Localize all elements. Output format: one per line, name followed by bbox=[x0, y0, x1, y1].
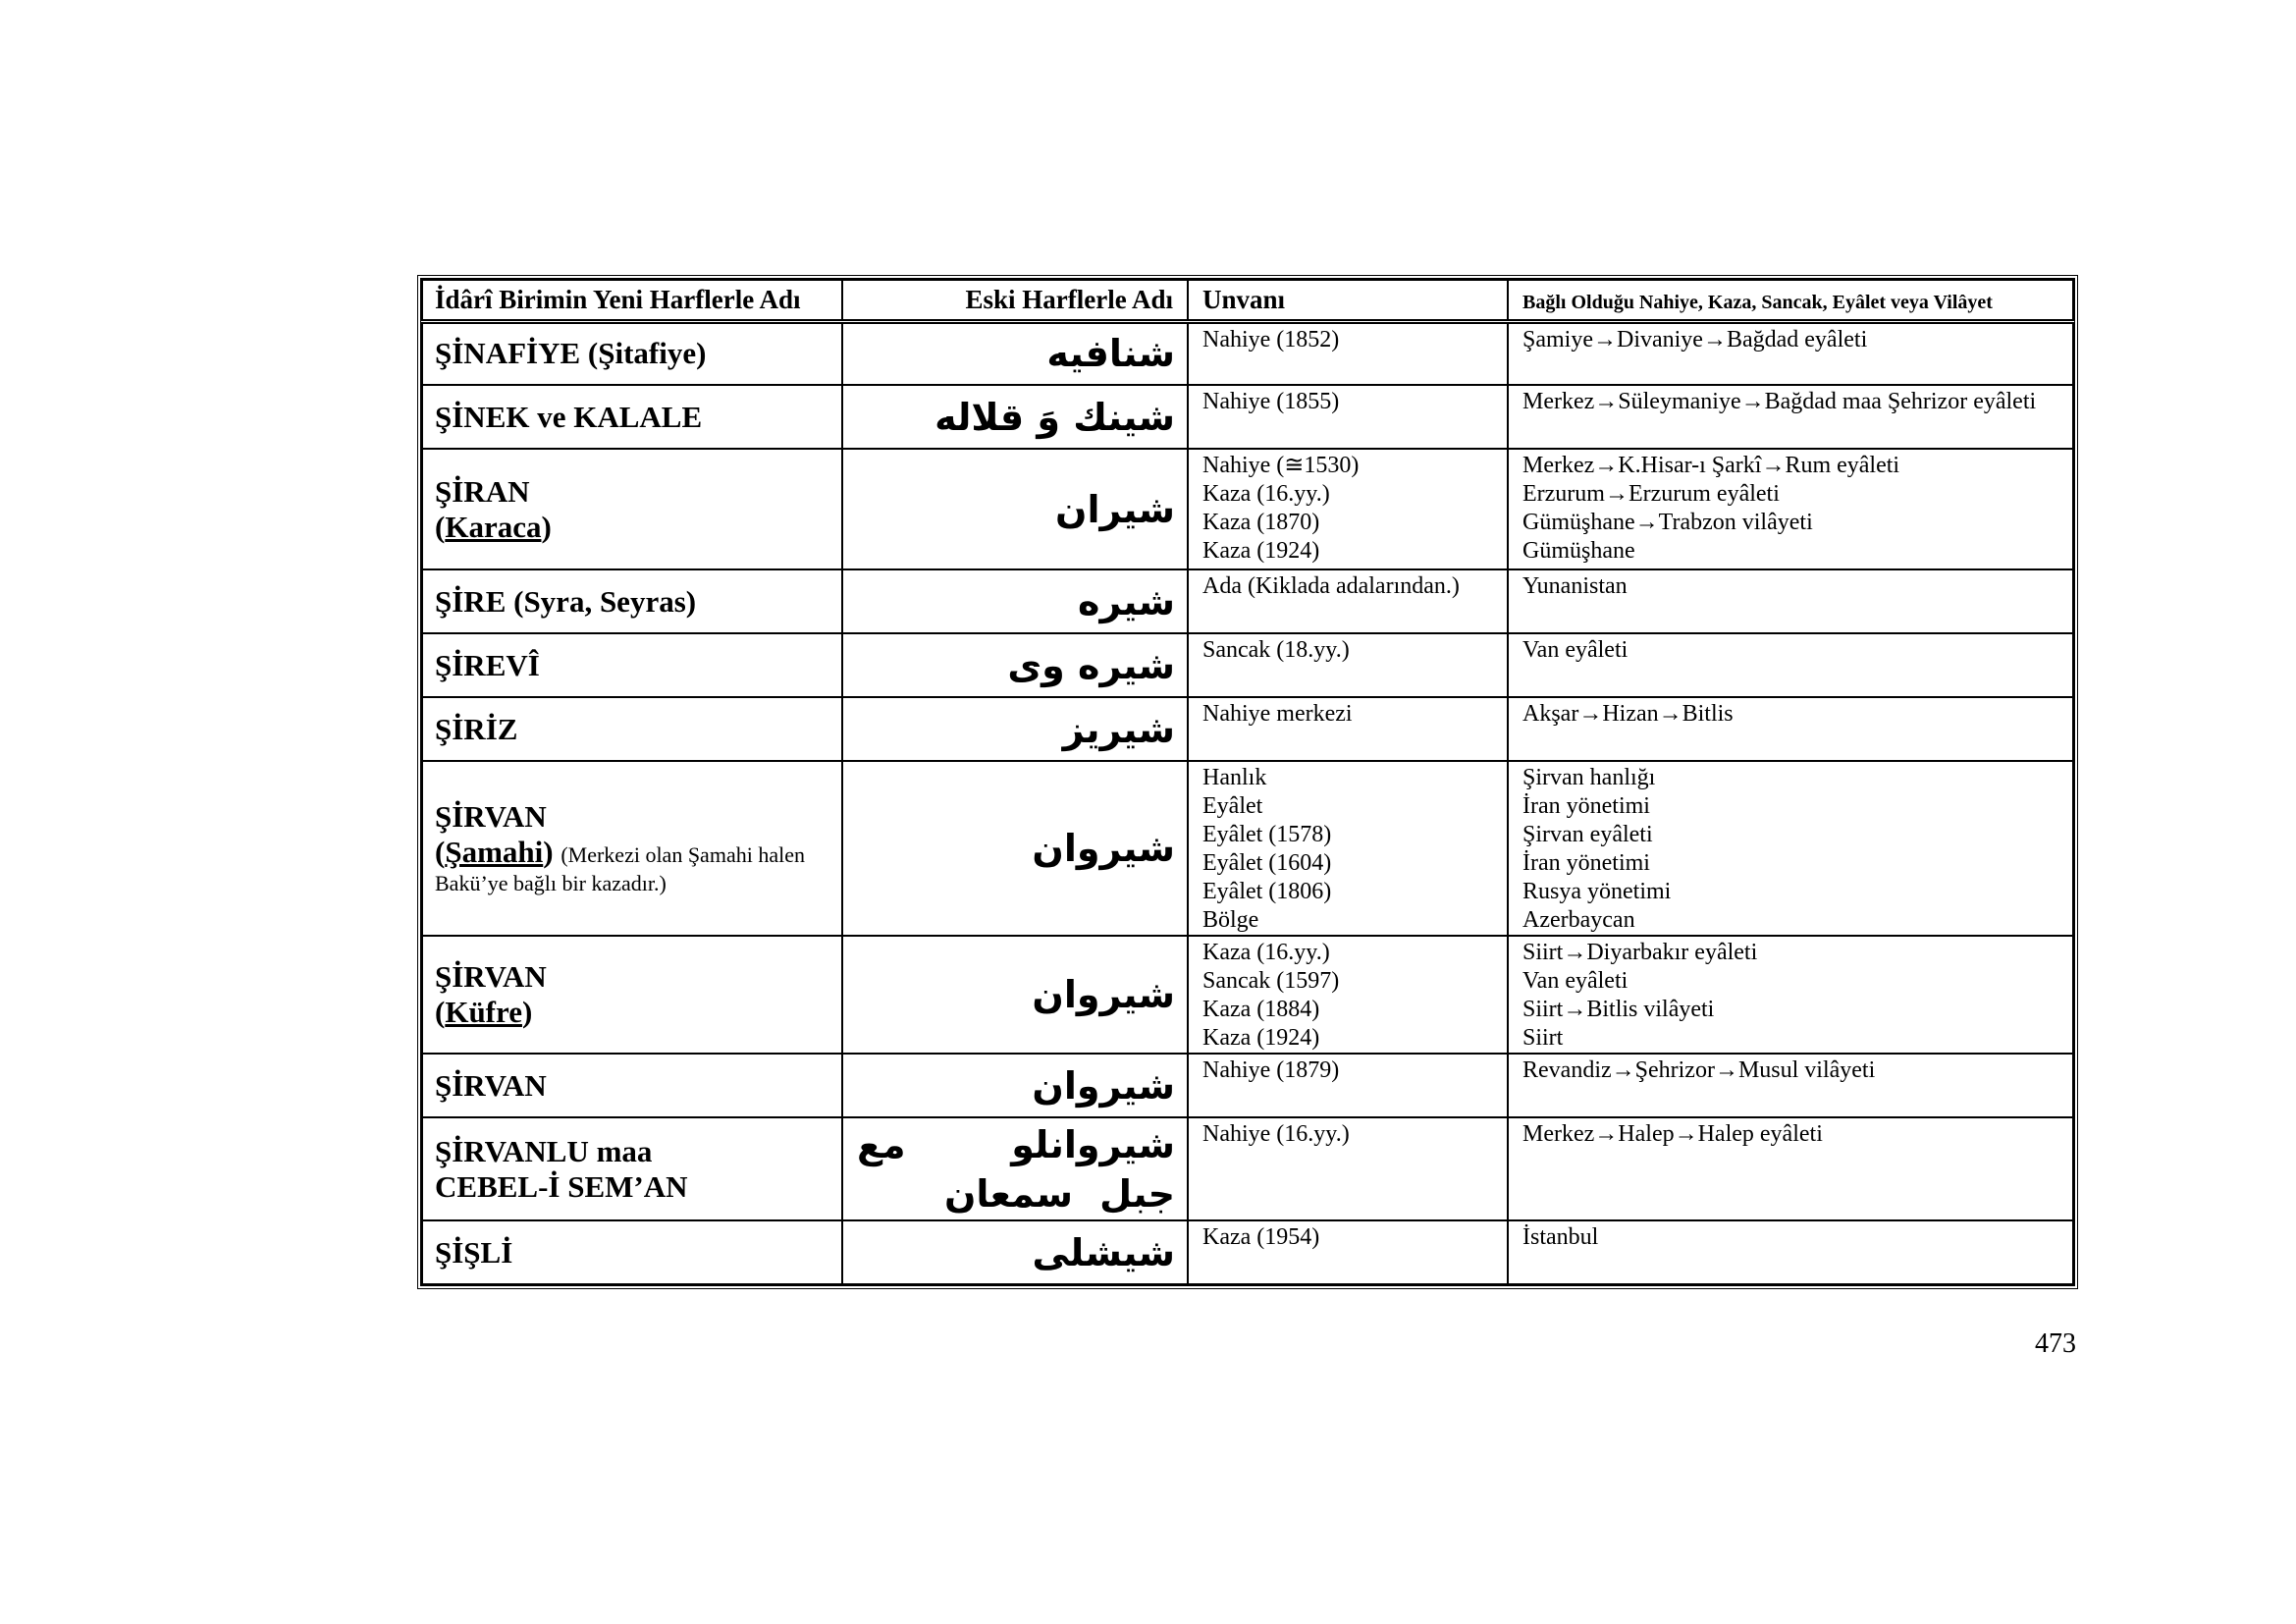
title-entry: Sancak (1597) bbox=[1202, 968, 1340, 994]
cell-title bbox=[1188, 1054, 1508, 1117]
cell-title bbox=[1188, 321, 1508, 385]
title-entry: Kaza (1954) bbox=[1202, 1224, 1320, 1250]
cell-new-name bbox=[422, 1054, 842, 1117]
cell-new-name bbox=[422, 321, 842, 385]
affiliation-entry: Şamiye→Divaniye→Bağdad eyâleti bbox=[1522, 326, 1868, 352]
title-entry: Hanlık bbox=[1202, 765, 1267, 790]
affiliation-entry: Merkez→K.Hisar-ı Şarkî→Rum eyâleti bbox=[1522, 453, 1900, 478]
cell-affiliation bbox=[1508, 1117, 2073, 1220]
cell-old-name: شيروان bbox=[842, 1054, 1188, 1117]
cell-old-name: شيشلى bbox=[842, 1220, 1188, 1284]
table-row bbox=[422, 1220, 2073, 1284]
title-entry: Nahiye (1852) bbox=[1202, 326, 1340, 352]
table-row bbox=[422, 385, 2073, 449]
affiliation-entry: Van eyâleti bbox=[1522, 637, 1629, 663]
place-name: ŞİNAFİYE (Şitafiye) bbox=[435, 336, 707, 371]
cell-affiliation bbox=[1508, 936, 2073, 1054]
place-name: ŞİRVANLU maa bbox=[435, 1133, 653, 1168]
affiliation-entry: Yunanistan bbox=[1522, 573, 1628, 599]
title-entry: Eyâlet (1604) bbox=[1202, 850, 1332, 876]
title-entry: Eyâlet (1578) bbox=[1202, 822, 1332, 847]
affiliation-entry: Rusya yönetimi bbox=[1522, 879, 1672, 904]
title-entry: Kaza (1924) bbox=[1202, 538, 1320, 564]
cell-new-name bbox=[422, 1220, 842, 1284]
cell-old-name: شيره bbox=[842, 569, 1188, 633]
cell-affiliation bbox=[1508, 1220, 2073, 1284]
cell-title bbox=[1188, 1220, 1508, 1284]
title-entry: Kaza (1924) bbox=[1202, 1025, 1320, 1051]
affiliation-entry: İran yönetimi bbox=[1522, 850, 1650, 876]
title-entry: Nahiye (1855) bbox=[1202, 389, 1340, 414]
header-affiliation: Bağlı Olduğu Nahiye, Kaza, Sancak, Eyâlet veya Vilâyet bbox=[1508, 280, 2073, 321]
affiliation-entry: Siirt→Diyarbakır eyâleti bbox=[1522, 940, 1758, 965]
place-name: ŞİRVAN bbox=[435, 799, 547, 834]
affiliation-entry: Gümüşhane→Trabzon vilâyeti bbox=[1522, 510, 1813, 535]
cell-title bbox=[1188, 569, 1508, 633]
table-row bbox=[422, 321, 2073, 385]
cell-old-name: شيروان bbox=[842, 761, 1188, 936]
title-entry: Kaza (16.yy.) bbox=[1202, 940, 1330, 965]
title-entry: Nahiye (16.yy.) bbox=[1202, 1121, 1350, 1147]
table-row bbox=[422, 936, 2073, 1054]
cell-title bbox=[1188, 697, 1508, 761]
cell-title bbox=[1188, 761, 1508, 936]
title-entry: Eyâlet (1806) bbox=[1202, 879, 1332, 904]
table-row bbox=[422, 697, 2073, 761]
place-name: ŞİRİZ bbox=[435, 711, 518, 746]
page-number: 473 bbox=[2035, 1328, 2076, 1359]
place-name: ŞİNEK ve KALALE bbox=[435, 399, 703, 434]
place-alt-name: (Şamahi) (Merkezi olan Şamahi halen bbox=[435, 835, 805, 869]
cell-old-name: شنافيه bbox=[842, 321, 1188, 385]
gazetteer-table bbox=[421, 279, 2074, 1285]
cell-title bbox=[1188, 385, 1508, 449]
cell-old-name: شيروانلو مع جبل سمعان bbox=[842, 1117, 1188, 1220]
affiliation-entry: Van eyâleti bbox=[1522, 968, 1629, 994]
cell-affiliation bbox=[1508, 633, 2073, 697]
cell-affiliation bbox=[1508, 761, 2073, 936]
title-entry: Eyâlet bbox=[1202, 793, 1263, 819]
affiliation-entry: İran yönetimi bbox=[1522, 793, 1650, 819]
cell-old-name: شيروان bbox=[842, 936, 1188, 1054]
cell-affiliation bbox=[1508, 449, 2073, 569]
affiliation-entry: Siirt→Bitlis vilâyeti bbox=[1522, 997, 1715, 1022]
title-entry: Nahiye merkezi bbox=[1202, 701, 1353, 727]
header-title: Unvanı bbox=[1188, 280, 1508, 321]
cell-new-name bbox=[422, 1117, 842, 1220]
affiliation-entry: Şirvan hanlığı bbox=[1522, 765, 1656, 790]
table-row bbox=[422, 449, 2073, 569]
cell-affiliation bbox=[1508, 569, 2073, 633]
gazetteer-table-frame bbox=[417, 275, 2078, 1289]
affiliation-entry: Azerbaycan bbox=[1522, 907, 1635, 933]
cell-new-name bbox=[422, 761, 842, 936]
cell-new-name bbox=[422, 449, 842, 569]
cell-old-name: شيران bbox=[842, 449, 1188, 569]
header-old-name: Eski Harflerle Adı bbox=[842, 280, 1188, 321]
cell-new-name bbox=[422, 936, 842, 1054]
place-name: ŞİREVÎ bbox=[435, 647, 540, 682]
affiliation-entry: Erzurum→Erzurum eyâleti bbox=[1522, 481, 1780, 507]
affiliation-entry: Siirt bbox=[1522, 1025, 1564, 1051]
place-name: ŞİRAN bbox=[435, 473, 530, 509]
place-note: Bakü’ye bağlı bir kazadır.) bbox=[435, 871, 667, 895]
affiliation-entry: Merkez→Halep→Halep eyâleti bbox=[1522, 1121, 1823, 1147]
table-row bbox=[422, 633, 2073, 697]
affiliation-entry: Gümüşhane bbox=[1522, 538, 1635, 564]
table-row bbox=[422, 761, 2073, 936]
cell-title bbox=[1188, 449, 1508, 569]
place-alt-name: (Küfre) bbox=[435, 995, 533, 1029]
cell-new-name bbox=[422, 633, 842, 697]
affiliation-entry: Merkez→Süleymaniye→Bağdad maa Şehrizor eyâleti bbox=[1522, 389, 2037, 414]
cell-affiliation bbox=[1508, 1054, 2073, 1117]
cell-new-name bbox=[422, 697, 842, 761]
header-new-name: İdârî Birimin Yeni Harflerle Adı bbox=[422, 280, 842, 321]
title-entry: Nahiye (1879) bbox=[1202, 1057, 1340, 1083]
cell-old-name: شيريز bbox=[842, 697, 1188, 761]
cell-affiliation bbox=[1508, 321, 2073, 385]
title-entry: Bölge bbox=[1202, 907, 1259, 933]
cell-title bbox=[1188, 936, 1508, 1054]
place-note: (Merkezi olan Şamahi halen bbox=[561, 842, 805, 867]
cell-new-name bbox=[422, 385, 842, 449]
cell-old-name: شيره وى bbox=[842, 633, 1188, 697]
place-name-continued: CEBEL-İ SEM’AN bbox=[435, 1168, 688, 1204]
affiliation-entry: Şirvan eyâleti bbox=[1522, 822, 1653, 847]
title-entry: Kaza (16.yy.) bbox=[1202, 481, 1330, 507]
cell-affiliation bbox=[1508, 697, 2073, 761]
affiliation-entry: Revandiz→Şehrizor→Musul vilâyeti bbox=[1522, 1057, 1876, 1083]
title-entry: Sancak (18.yy.) bbox=[1202, 637, 1350, 663]
table-row bbox=[422, 569, 2073, 633]
title-entry: Kaza (1884) bbox=[1202, 997, 1320, 1022]
cell-title bbox=[1188, 1117, 1508, 1220]
table-row bbox=[422, 1054, 2073, 1117]
title-entry: Kaza (1870) bbox=[1202, 510, 1320, 535]
cell-title bbox=[1188, 633, 1508, 697]
affiliation-entry: İstanbul bbox=[1522, 1224, 1599, 1250]
place-name: ŞİŞLİ bbox=[435, 1234, 513, 1270]
table-row bbox=[422, 1117, 2073, 1220]
place-name: ŞİRE (Syra, Seyras) bbox=[435, 583, 697, 619]
cell-new-name bbox=[422, 569, 842, 633]
affiliation-entry: Akşar→Hizan→Bitlis bbox=[1522, 701, 1734, 727]
cell-old-name: شينك وَ قلاله bbox=[842, 385, 1188, 449]
cell-affiliation bbox=[1508, 385, 2073, 449]
place-name: ŞİRVAN bbox=[435, 959, 547, 994]
title-entry: Nahiye (≅1530) bbox=[1202, 453, 1360, 478]
place-alt-name: (Karaca) bbox=[435, 509, 552, 544]
table-header-row bbox=[422, 280, 2073, 321]
title-entry: Ada (Kiklada adalarından.) bbox=[1202, 573, 1460, 599]
place-name: ŞİRVAN bbox=[435, 1067, 547, 1103]
